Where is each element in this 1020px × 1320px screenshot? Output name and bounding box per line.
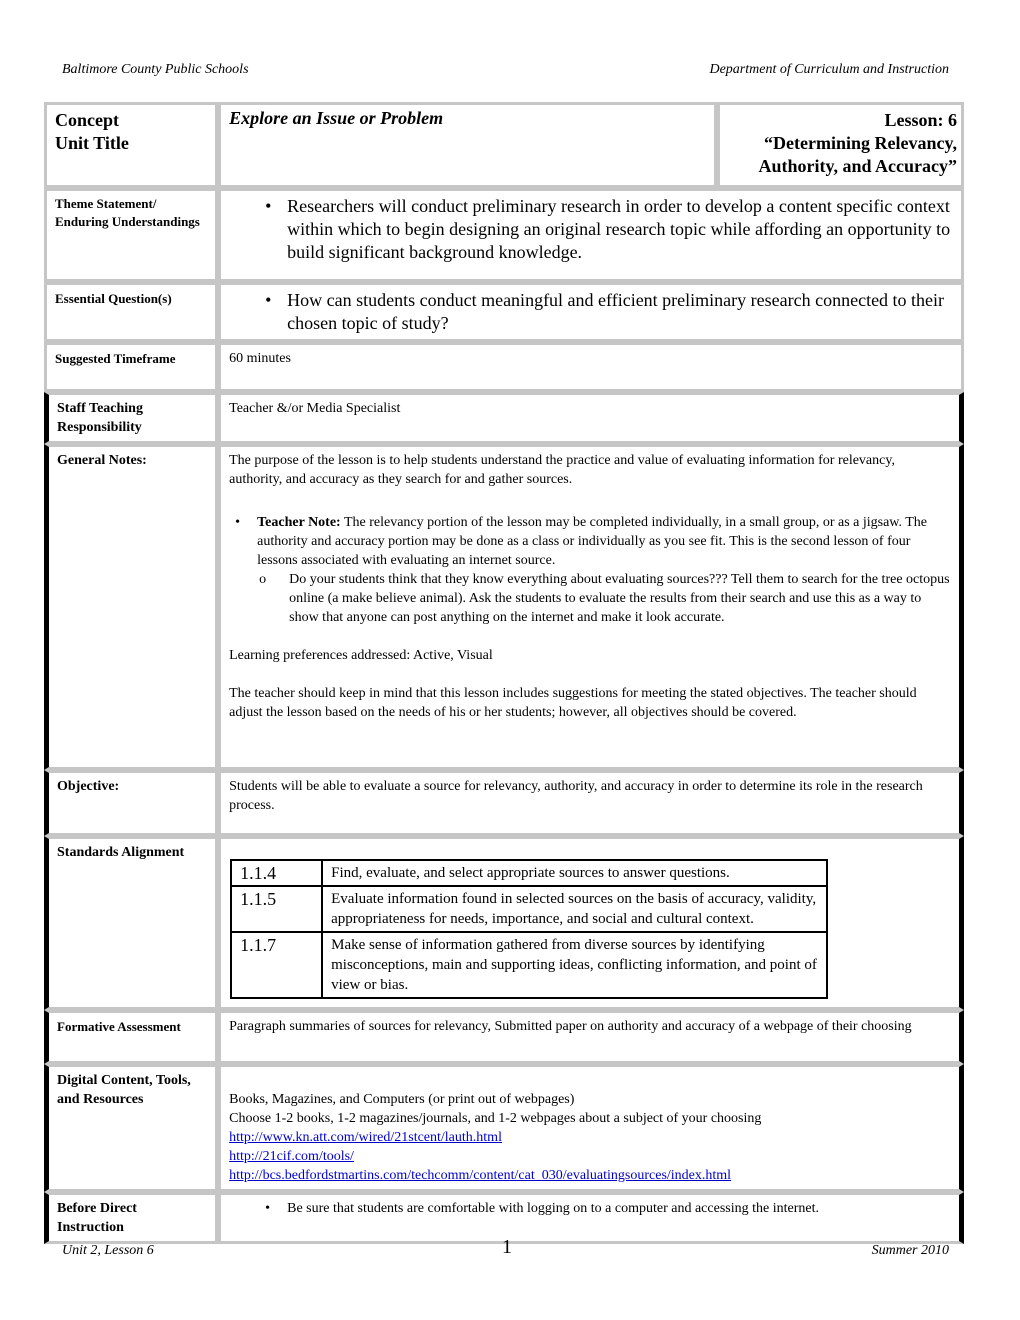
digital-label: Digital Content, Tools, and Resources	[44, 1064, 218, 1192]
concept-row	[44, 102, 964, 188]
theme-bullet: • Researchers will conduct preliminary research in order to develop a content specific context within which to begin designing an original research topic while affording an opportunity to build significant background knowledge.	[287, 195, 953, 264]
digital-line-1: Books, Magazines, and Computers (or print out of webpages)	[229, 1092, 575, 1107]
general-closing: The teacher should keep in mind that this lesson includes suggestions for meeting the stated objectives. The teacher should adjust the lesson based on the needs of his or her students; however, all objectives should be covered.	[229, 686, 917, 720]
standard-code: 1.1.5	[231, 886, 322, 932]
teacher-note	[257, 513, 951, 627]
standard-text: Find, evaluate, and select appropriate sources to answer questions.	[322, 860, 827, 886]
standard-text: Make sense of information gathered from diverse sources by identifying misconceptions, main and supporting ideas, conflicting information, and point of view or bias.	[322, 932, 827, 998]
footer-right: Summer 2010	[871, 1243, 949, 1258]
theme-label: Theme Statement/ Enduring Understandings	[44, 188, 218, 282]
resource-link-3[interactable]: http://bcs.bedfordstmartins.com/techcomm/content/cat_030/evaluatingsources/index.html	[229, 1168, 732, 1183]
header-right: Department of Curriculum and Instruction	[709, 62, 949, 77]
essential-row	[44, 282, 964, 342]
resource-link-1[interactable]: http://www.kn.att.com/wired/21stcent/lauth.html	[229, 1130, 502, 1145]
objective-value: Students will be able to evaluate a source for relevancy, authority, and accuracy in order to determine its role in the research process.	[218, 770, 964, 836]
staff-value: Teacher &/or Media Specialist	[218, 392, 964, 444]
lesson-plan-table	[44, 102, 968, 1235]
objective-label: Objective:	[44, 770, 218, 836]
digital-row	[44, 1064, 964, 1192]
teacher-note-label: Teacher Note:	[257, 515, 341, 530]
general-notes-label: General Notes:	[44, 444, 218, 770]
page-number: 1	[502, 1236, 512, 1258]
essential-bullet: • How can students conduct meaningful and efficient preliminary research connected to their chosen topic of study?	[287, 289, 953, 335]
timeframe-label: Suggested Timeframe	[44, 342, 218, 392]
standards-label: Standards Alignment	[44, 836, 218, 1010]
theme-row	[44, 188, 964, 282]
formative-row	[44, 1010, 964, 1064]
staff-label: Staff Teaching Responsibility	[44, 392, 218, 444]
tree-octopus-note: o Do your students think that they know everything about evaluating sources??? Tell them to search for the tree octopus online (a make believe animal). Ask the students to evaluate the results from their search and use this as a way to show that anyone can post anything on the internet and make it look accurate.	[289, 570, 951, 627]
objective-row	[44, 770, 964, 836]
standard-text: Evaluate information found in selected sources on the basis of accuracy, validity, appropriateness for needs, importance, and social and cultural context.	[322, 886, 827, 932]
resource-link-2[interactable]: http://21cif.com/tools/	[229, 1149, 354, 1164]
formative-label: Formative Assessment	[44, 1010, 218, 1064]
standard-row	[231, 860, 827, 886]
footer-left: Unit 2, Lesson 6	[62, 1243, 154, 1258]
before-instruction-bullet: • Be sure that students are comfortable with logging on to a computer and accessing the internet.	[287, 1199, 951, 1218]
timeframe-row	[44, 342, 964, 392]
unit-title-label: Unit Title	[55, 133, 129, 153]
staff-row	[44, 392, 964, 444]
general-notes-row	[44, 444, 964, 770]
formative-value: Paragraph summaries of sources for relevancy, Submitted paper on authority and accuracy of a webpage of their choosing	[218, 1010, 964, 1064]
before-instruction-label: Before Direct Instruction	[44, 1192, 218, 1244]
standards-table	[230, 859, 828, 999]
lesson-title: “Determining Relevancy, Authority, and Accuracy”	[758, 133, 957, 176]
standard-row	[231, 886, 827, 932]
lesson-number: Lesson: 6	[884, 110, 957, 130]
learning-preferences: Learning preferences addressed: Active, Visual	[229, 648, 493, 663]
general-intro: The purpose of the lesson is to help students understand the practice and value of evaluating information for relevancy, authority, and accuracy as they search for and gather sources.	[229, 453, 895, 487]
standards-row	[44, 836, 964, 1010]
digital-line-2: Choose 1-2 books, 1-2 magazines/journals, and 1-2 webpages about a subject of your choosing	[229, 1111, 762, 1126]
standard-code: 1.1.4	[231, 860, 322, 886]
teacher-note-text: The relevancy portion of the lesson may be completed individually, in a small group, or as a jigsaw. The authority and accuracy portion may be done as a class or individually as you see fit. This is the second lesson of four lessons associated with evaluating an internet source.	[257, 515, 928, 568]
standard-row	[231, 932, 827, 998]
concept-label: Concept	[55, 110, 119, 130]
header-left: Baltimore County Public Schools	[62, 62, 249, 77]
timeframe-value: 60 minutes	[218, 342, 964, 392]
essential-label: Essential Question(s)	[44, 282, 218, 342]
concept-value: Explore an Issue or Problem	[229, 108, 444, 128]
standard-code: 1.1.7	[231, 932, 322, 998]
